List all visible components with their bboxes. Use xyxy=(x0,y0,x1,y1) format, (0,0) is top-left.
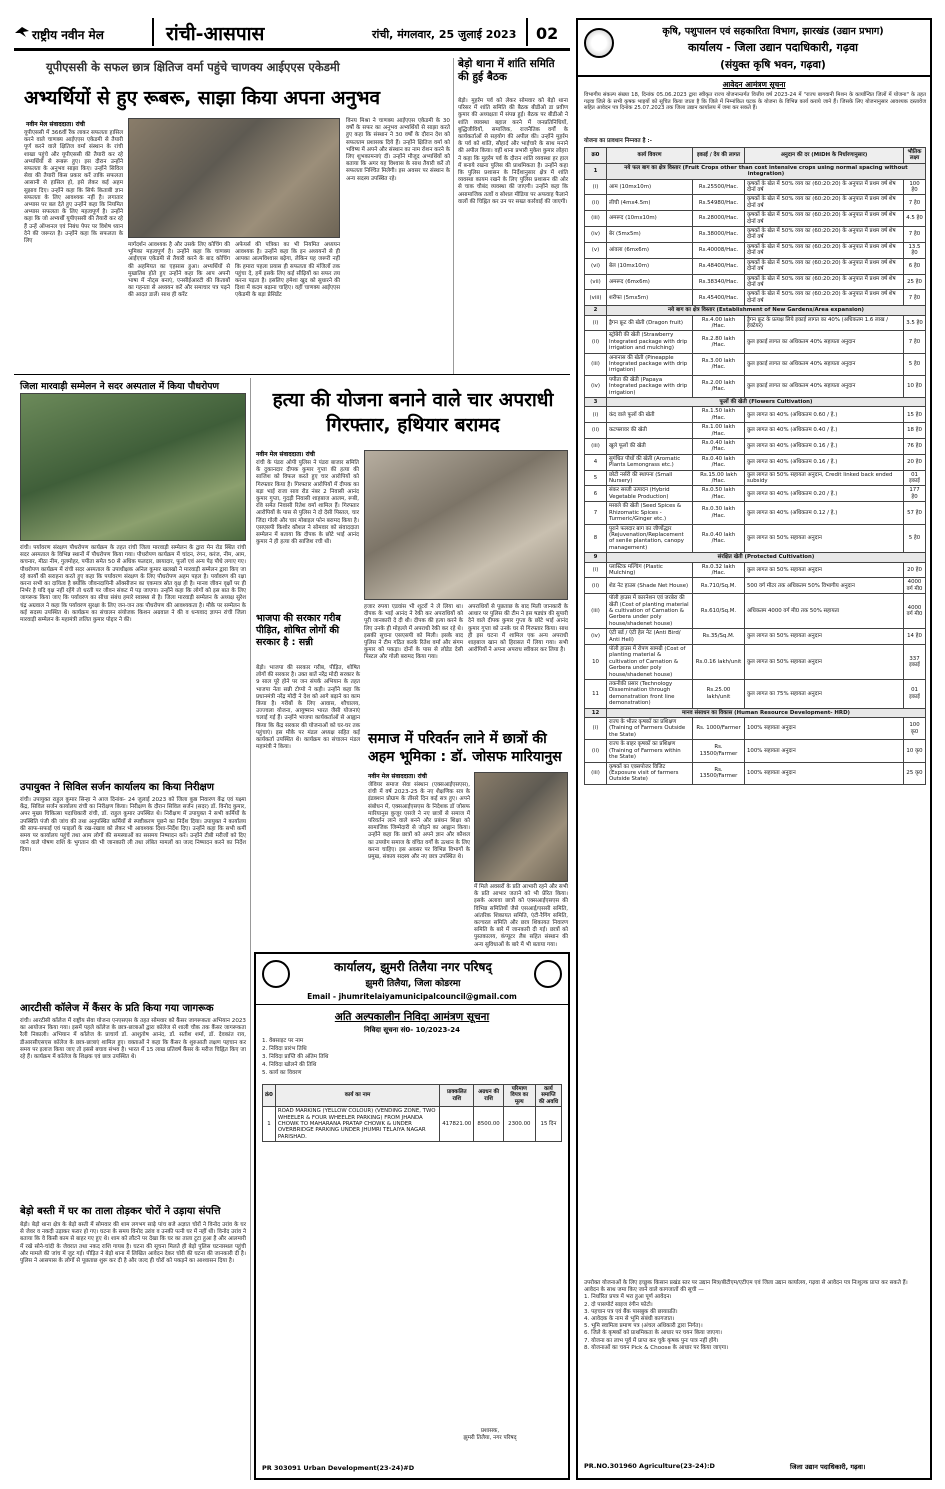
table-row xyxy=(263,1107,562,1142)
tender-lines xyxy=(262,1038,562,1078)
scheme-cell: 7 हे0 xyxy=(904,331,926,353)
scheme-cell: 25 हे0 xyxy=(904,274,926,290)
tender-line: 3. निविदा प्राप्ति की अंतिम तिथि xyxy=(262,1054,329,1060)
scheme-cell: 177 हे0 xyxy=(904,486,926,502)
scheme-cell: अमरूद (6mx6m) xyxy=(607,274,693,290)
scheme-cell: पुराने फलदार बाग का जीर्णोद्धार (Rejuvenation/Replacement of senile plantation, canopy management) xyxy=(607,524,693,553)
scheme-cell: (iv) xyxy=(585,629,607,645)
table-row xyxy=(585,645,926,680)
tender-col: कार्य समाप्ति की अवधि xyxy=(535,1085,561,1107)
scheme-cell: 6 xyxy=(585,486,607,502)
scheme-cell: Rs.45400/Hac. xyxy=(693,290,745,306)
tender-cell: 2300.00 xyxy=(503,1107,535,1142)
scheme-cell: 100% सहायता अनुदान xyxy=(745,762,904,784)
notice-footer-line: 8. योजनाओं का चयन Pick & Choose के आधार पर किया जाएगा। xyxy=(584,1344,729,1351)
scheme-cell: (ii) xyxy=(585,740,607,762)
scheme-cell: कृषकों के खेत में 50% व्यय का (60:20:20) के अनुपात में प्रथम वर्ष शेष दोनों वर्ष xyxy=(745,258,904,274)
scheme-cell: (vi) xyxy=(585,258,607,274)
scheme-cell: Rs.2.00 lakh /Hac. xyxy=(693,375,745,397)
scheme-cell: Rs.3.00 lakh /Hac. xyxy=(693,353,745,375)
table-row xyxy=(585,423,926,439)
story5-headline: आरटीसी कॉलेज में कैंसर के प्रति किया गया जागरूक xyxy=(20,1003,214,1014)
story9-headline: समाज में परिवर्तन लाने में छात्रों की अहम भूमिका : डॉ. जोसफ मारियानुस xyxy=(368,731,562,765)
scheme-cell: स्ट्रॉबेरी की खेती (Strawberry Integrated package with drip irrigation and mulching) xyxy=(607,331,693,353)
table-row xyxy=(585,439,926,455)
scheme-cell: Rs.28000/Hac. xyxy=(693,211,745,227)
table-row xyxy=(585,578,926,594)
table-row xyxy=(585,290,926,306)
story9-photo xyxy=(474,772,568,882)
scheme-cell: बेल (10mx10m) xyxy=(607,258,693,274)
table-row xyxy=(585,258,926,274)
scheme-cell: आम (10mx10m) xyxy=(607,179,693,195)
story7-col2: हजार रुपया एडवांस भी शूटरों ने ले लिया था। दीपक के भाई आनंद ने रेकी कर अपराधियों को पूरी जानकारी दे दी थी। दीपक की हत्या करने के लिए उनके ही मोहल्ले में अपराधी रेकी कर रहे थे। इसकी सूचना एसएसपी को मिली। इसके बाद पुलिस ने टीम गठित करके रितेश वर्मा और संगम कुमार को पकड़ा। दोनों के पास से लोडेड देसी पिस्टल और गोली बरामद किया गया। xyxy=(364,604,463,661)
story8-body: बेड़ो। भाजपा की सरकार गरीब, पीड़ित, शोषित लोगों की सरकार है। उक्त बातें नरेंद्र मोदी सरकार के 9 साल पूरे होने पर जन संपर्क अभियान के तहत भाजपा नेता सन्नी टोप्पो ने कही। उन्होंने कहा कि प्रधानमंत्री नरेंद्र मोदी ने देश को आगे बढ़ाने का काम किया है। गरीबों के लिए आवास, शौचालय, उज्ज्वला योजना, आयुष्मान भारत जैसी योजनाएं चलाई गई हैं। उन्होंने भाजपा कार्यकर्ताओं से आह्वान किया कि केंद्र सरकार की योजनाओं को घर-घर तक पहुंचाएं। इस मौके पर मंडल अध्यक्ष सहित कई कार्यकर्ता उपस्थित थे। कार्यक्रम का संचालन मंडल महामंत्री ने किया। xyxy=(256,665,360,751)
scheme-cell: खुले फूलों की खेती xyxy=(607,439,693,455)
story3-photo xyxy=(20,393,246,541)
scheme-cell: कुल लागत का 40% (अधिकतम 0.60 / हे.) xyxy=(745,407,904,423)
scheme-cell: कुल इकाई लागत का अधिकतम 40% सहायता अनुदान xyxy=(745,331,904,353)
table-row xyxy=(585,407,926,423)
tender-pr: PR 303091 Urban Development(23-24)#D xyxy=(262,1464,415,1472)
scheme-cell: Rs.38340/Hac. xyxy=(693,274,745,290)
notice-dept: कृषि, पशुपालन एवं सहकारिता विभाग, झारखंड (उद्यान प्रभाग) xyxy=(662,26,884,37)
notice-footer xyxy=(584,1280,926,1352)
scheme-section-no: 12 xyxy=(585,708,607,717)
scheme-cell: 13.5 हे0 xyxy=(904,242,926,258)
table-row xyxy=(585,211,926,227)
tender-line: 2. निविदा प्रारंभ तिथि xyxy=(262,1046,307,1052)
tender-notice-no: निविदा सूचना सं0- 10/2023-24 xyxy=(363,1026,461,1034)
scheme-cell: लीची (4mx4.5m) xyxy=(607,195,693,211)
scheme-cell: कृषकों के खेत में 50% व्यय का (60:20:20) के अनुपात में प्रथम वर्ष शेष दोनों वर्ष xyxy=(745,242,904,258)
scheme-cell: (v) xyxy=(585,242,607,258)
story7-headline: हत्या की योजना बनाने वाले चार अपराधी गिरफ्तार, हथियार बरामद xyxy=(272,389,554,436)
tender-line: 5. कार्य का विवरण xyxy=(262,1070,302,1076)
table-row xyxy=(585,353,926,375)
scheme-cell: कुल लागत का 50% सहायता अनुदान xyxy=(745,645,904,680)
notice-footer-line: 4. आवेदक के नाम से भूमि संबंधी कागजात। xyxy=(584,1316,675,1323)
scheme-cell: कृषकों के खेत में 50% व्यय का (60:20:20) के अनुपात में प्रथम वर्ष शेष दोनों वर्ष xyxy=(745,227,904,243)
story7-byline: नवीन मेल संवाददाता। रांची xyxy=(256,451,315,458)
tender-col: परिमाण विपत्र का मूल्य xyxy=(503,1085,535,1107)
scheme-cell: Rs.710/Sq.M. xyxy=(693,578,745,594)
tender-cell: ROAD MARKING (YELLOW COLOUR) (VENDING ZONE, TWO WHEELER & FOUR WHEELER PARKING) FROM JHANDA CHOWK TO MAHARANA PRATAP CHOWK & UNDER OVERBRIDGE PARKING UNDER JHUMRI TELAIYA NAGAR PARISHAD. xyxy=(275,1107,439,1142)
jharkhand-emblem-icon xyxy=(584,28,614,58)
scheme-cell: कुल लागत का 50% सहायता अनुदान xyxy=(745,524,904,553)
story1-kicker: यूपीएससी के सफल छात्र क्षितिज वर्मा पहुंचे चाणक्य आईएएस एकेडमी xyxy=(46,60,340,74)
section-title: रांची-आसपास xyxy=(166,23,265,45)
story1-photo xyxy=(128,118,340,238)
scheme-cell: कुल इकाई लागत का अधिकतम 40% सहायता अनुदान xyxy=(745,375,904,397)
scheme-cell: कुल लागत का 40% (अधिकतम 0.20 / हे.) xyxy=(745,486,904,502)
scheme-cell: (ii) xyxy=(585,578,607,594)
masthead xyxy=(14,18,570,48)
scheme-section-no: 3 xyxy=(585,398,607,407)
story9-continued xyxy=(368,845,470,946)
table-row xyxy=(585,524,926,553)
scheme-cell: 57 हे0 xyxy=(904,502,926,524)
notice-footer-line: 5. भूमि स्वामित्व प्रमाण पत्र (अंचल अधिकारी द्वारा निर्गत)। xyxy=(584,1323,703,1330)
story1-col4: विनय मिश्रा ने चाणक्य आईएएस एकेडमी के 30 वर्षों के सफर का अनुभव अभ्यर्थियों से साझा करते हुए कहा कि संस्थान ने 30 वर्षों के दौरान देश को सफलतम प्रशासक दिये हैं। उन्होंने क्षितिज वर्मा को भविष्य में अपने और संस्थान का नाम रोशन करने के लिए शुभकामनाएं दीं। उन्होंने मौजूद अभ्यर्थियों को बताया कि अगर यह विश्वास के साथ तैयारी करें तो सफलता निश्चित मिलेगी। इस अवसर पर संस्थान के अन्य सदस्य उपस्थित रहे। xyxy=(346,118,450,182)
scheme-cell: कुल इकाई लागत का अधिकतम 40% सहायता अनुदान xyxy=(745,353,904,375)
scheme-cell: 100 कृ0 xyxy=(904,718,926,740)
scheme-cell: (iii) xyxy=(585,439,607,455)
notice-footer-line: 7. योजना का लाभ पूर्व में प्राप्त कर चुके कृषक पुनः पात्र नहीं होंगे। xyxy=(584,1337,719,1344)
scheme-cell: कृषकों के खेत में 50% व्यय का (60:20:20) के अनुपात में प्रथम वर्ष शेष दोनों वर्ष xyxy=(745,274,904,290)
scheme-cell: (i) xyxy=(585,407,607,423)
scheme-cell: पॉली हाउस में कारनेशन एवं जरबेरा की खेती (Cost of planting material & cultivation of Carnation & Gerbera under poly house/shadenet house) xyxy=(607,594,693,629)
paper-name: राष्ट्रीय नवीन मेल xyxy=(32,28,104,42)
issue-date: रांची, मंगलवार, 25 जुलाई 2023 xyxy=(372,28,517,41)
scheme-cell: कृषकों के खेत में 50% व्यय का (60:20:20) के अनुपात में प्रथम वर्ष शेष दोनों वर्ष xyxy=(745,211,904,227)
notice-footer-line: 1. निर्धारित प्रपत्र में भरा हुआ पूर्ण आवेदन। xyxy=(584,1294,672,1301)
table-row xyxy=(585,454,926,470)
scheme-cell: प्लास्टिक मल्चिंग (Plastic Mulching) xyxy=(607,562,693,578)
scheme-cell: 4000 वर्ग मी0 xyxy=(904,594,926,629)
story5-body: रांची। आरटीसी कॉलेज में राष्ट्रीय सेवा योजना एनएसएस के तहत सोमवार को कैंसर जागरूकता अभियान 2023 का आयोजन किया गया। इसमें पहले कॉलेज के छात्र-छात्राओं द्वारा कॉलेज से शाली चौक तक कैंसर जागरूकता रैली निकाली। अभियान में कॉलेज के प्राचार्य डॉ. आशुतोष आनंद, डॉ. सतीश शर्मा, डॉ. देवकांत राय, डीआरसीएसएस कॉलेज के छात्र-छात्राएं शामिल हुए। वक्ताओं ने कहा कि कैंसर के शुरुआती लक्षण पहचान कर समय पर इलाज किया जाए तो इससे बचाव संभव है। भारत में 15 लाख प्रतिवर्ष कैंसर के मरीज चिह्नित किए जा रहे हैं। कार्यक्रम में कॉलेज के शिक्षक एवं छात्र उपस्थित थे। xyxy=(20,1018,246,1061)
scheme-cell: अधिकतम 4000 वर्ग मी0 तक 50% सहायता xyxy=(745,594,904,629)
story2-body: बेड़ो। मुहर्रम पर्व को लेकर सोमवार को बेड़ो थाना परिसर में शांति समिति की बैठक बीडीओ डा प्रवीण कुमार की अध्यक्षता में संपन्न हुई। बैठक पर बीडीओ ने शांति व्यवस्था बहाल करने में जनप्रतिनिधियों, बुद्धिजीवियों, समाजिक, राजनैतिक वर्गों के कार्यकर्ताओं से सहयोग की अपील की। उन्होंने मुहर्रम के पर्व को शांति, सौहार्द और भाईचारे के साथ मनाने की अपील किया। वहीं थाना प्रभारी मुकेश कुमार लोहरा ने कहा कि मुहर्रम पर्व के दौरान शांति व्यवस्था हर हाल में बनाये रखना पुलिस की प्राथमिकता है। उन्होंने कहा कि पुलिस प्रशासन के निर्देशानुसार क्षेत्र में शांति व्यवस्था कायम रखने के लिए पुलिस प्रशासन की ओर से चाक चौबंद व्यवस्था की जाएगी। उन्होंने कहा कि असामाजिक तत्वों व सोशल मीडिया पर अफवाह फैलाने वालों की चिह्नित कर उन पर सख्त कार्रवाई की जाएगी। xyxy=(458,98,568,205)
scheme-section-title: फूलों की खेती (Flowers Cultivation) xyxy=(607,398,926,407)
scheme-cell: राज्य के बाहर कृषकों का प्रशिक्षण (Training of Farmers within the State) xyxy=(607,740,693,762)
tender-cell: 1 xyxy=(263,1107,276,1142)
scheme-cell: 337 इकाई xyxy=(904,645,926,680)
scheme-section-no: 2 xyxy=(585,306,607,315)
scheme-cell: 7 हे0 xyxy=(904,227,926,243)
scheme-cell: ड्रैगन फ्रूट के प्रत्यक्ष लिये इकाई लागत का 40% (अधिकतम 1.6 लाख / हेक्टेयर) xyxy=(745,315,904,331)
notice-footer-line: 2. दो पासपोर्ट साइज रंगीन फोटो। xyxy=(584,1301,653,1308)
scheme-section-row xyxy=(585,398,926,407)
scheme-cell: कुल लागत का 40% (अधिकतम 0.40 / हे.) xyxy=(745,423,904,439)
scheme-cell: कृषकों का एक्सपोजर विजिट (Exposure visit of farmers Outside State) xyxy=(607,762,693,784)
story9-byline: नवीन मेल संवाददाता। रांची xyxy=(368,773,427,780)
story3-body: रांची। पर्यावरण संरक्षण पौधरोपण कार्यक्रम के तहत रांची जिला मारवाड़ी सम्मेलन के द्वारा मेन रोड स्थित रांची सदर अस्पताल के विभिन्न स्थानों में पौधरोपण किया गया। पौधरोपण कार्यक्रम में चांदन, रंगन, करंज, नीम, आम, कचनार, मीठा नीम, गुलमोहर, पपीता समेत 50 से अधिक फलदार, छायादार, फूलों एवं अन्य पेड़ पौधे लगाए गए। पौधरोपण कार्यक्रम में रांची सदर अस्पताल के उपाधीक्षक अनिल कुमार खलखो ने मारवाड़ी सम्मेलन द्वारा किए जा रहे कार्यों की सराहना करते हुए कहा कि पर्यावरण संरक्षण के लिए पौधरोपण अहम पहल है। पर्यावरण की रक्षा करना सभी का दायित्व है क्योंकि जीवनदायिनी ऑक्सीजन का एकमात्र स्रोत वृक्ष ही है। मानव जीवन वृक्षों पर ही निर्भर है यदि वृक्ष नहीं रहेंगे तो धरती पर जीवन संकट में पड़ जाएगा। उन्होंने कहा कि लोगों को इस बात के लिए जागरूक किया जाए कि पर्यावरण का सीधा संबंध हमारे स्वास्थ्य से है। जिला मारवाड़ी सम्मेलन के अध्यक्ष सुरेश चंद्र अग्रवाल ने कहा कि पर्यावरण सुरक्षा के लिए जन-जन तक पौधरोपण की आवश्यकता है। मौके पर सम्मेलन के कई सदस्य उपस्थित थे। कार्यक्रम का संचालन संयोजक किशन अग्रवाल ने की व धन्यवाद ज्ञापन रांची जिला मारवाड़ी सम्मेलन के महामंत्री ललित कुमार पोद्दार ने की। xyxy=(20,545,246,624)
tender-col: प्राक्कलित राशि xyxy=(440,1085,474,1107)
tender-col: क्रं0 xyxy=(263,1085,276,1107)
scheme-cell: Rs.0.50 lakh /Hac. xyxy=(693,486,745,502)
scheme-cell: 7 हे0 xyxy=(904,290,926,306)
scheme-cell: 20 हे0 xyxy=(904,562,926,578)
scheme-cell: 25 कृ0 xyxy=(904,762,926,784)
scheme-cell: (iii) xyxy=(585,594,607,629)
tender-col: अग्रधन की राशि xyxy=(474,1085,503,1107)
scheme-section-title: संरक्षित खेती (Protected Cultivation) xyxy=(607,553,926,562)
table-row xyxy=(585,680,926,709)
scheme-section-row xyxy=(585,163,926,179)
notice-footer-line: 3. पहचान पत्र एवं बैंक पासबुक की छायाप्रति। xyxy=(584,1308,678,1315)
scheme-col: इकाई / देय की लागत xyxy=(693,148,745,164)
notice-sub: (संयुक्त कृषि भवन, गढ़वा) xyxy=(720,59,826,71)
tender-email: Email - jhumritelaiyamunicipalcouncil@gmail.com xyxy=(307,992,517,1001)
tender-line: 1. वेबसाइट पर नाम xyxy=(262,1038,304,1044)
story7-photo xyxy=(364,450,568,600)
scheme-cell: कुल लागत का 75% सहायता अनुदान xyxy=(745,680,904,709)
scheme-cell: शरीफा (5mx5m) xyxy=(607,290,693,306)
scheme-cell: संकर सब्जी उत्पादन (Hybrid Vegetable Production) xyxy=(607,486,693,502)
tender-table xyxy=(262,1084,562,1142)
table-row xyxy=(585,762,926,784)
scheme-cell: (iii) xyxy=(585,762,607,784)
tender-office: कार्यालय, झुमरी तिलैया नगर परिषद् xyxy=(334,960,492,974)
scheme-cell: कुल लागत का 50% सहायता अनुदान, Credit linked back ended subsidy xyxy=(745,470,904,486)
table-row xyxy=(585,274,926,290)
notice-footer-line: 6. जिले के कृषकों को प्राथमिकता के आधार पर चयन किया जाएगा। xyxy=(584,1330,722,1337)
scheme-cell: (i) xyxy=(585,315,607,331)
scheme-cell: एंटी बर्ड / एंटी हेल नेट (Anti Bird/ Anti Hell) xyxy=(607,629,693,645)
tender-cell: 8500.00 xyxy=(474,1107,503,1142)
scheme-section-no: 9 xyxy=(585,553,607,562)
scheme-col: कार्य विवरण xyxy=(607,148,693,164)
scheme-cell: (i) xyxy=(585,718,607,740)
scheme-cell: कुल लागत का 40% (अधिकतम 0.16 / हे.) xyxy=(745,454,904,470)
table-row xyxy=(585,375,926,397)
scheme-table xyxy=(584,147,926,785)
scheme-cell: Rs.25500/Hac. xyxy=(693,179,745,195)
tender-place: झुमरी तिलैया, जिला कोडरमा xyxy=(365,979,461,989)
scheme-cell: कंद वाले फूलों की खेती xyxy=(607,407,693,423)
scheme-cell: 4.5 हे0 xyxy=(904,211,926,227)
scheme-cell: 76 हे0 xyxy=(904,439,926,455)
tender-title: अति अल्पकालीन निविदा आमंत्रण सूचना xyxy=(334,1011,490,1023)
scheme-cell: (iii) xyxy=(585,211,607,227)
story8-headline: भाजपा की सरकार गरीब पीड़ित, शोषित लोगों की सरकार है : सन्नी xyxy=(256,613,341,648)
scheme-cell: 8 xyxy=(585,524,607,553)
story9-body: जेवियर समाज सेवा संस्थान (एक्सआईएसएस), रांची में वर्ष 2023-25 के नए शैक्षणिक सत्र के इंडक्शन प्रोग्राम के तीसरे दिन कई सत्र हुए। अपने संबोधन में, एक्सआईएसएस के निदेशक डॉ जोसफ मारियानुस कुजूर एसजे ने नए छात्रों से समाज में परिवर्तन लाने वाले बनने और प्रबंधन शिक्षा को सामाजिक जिम्मेदारी से जोड़ने का आह्वान किया। उन्होंने कहा कि छात्रों को अपने ज्ञान और कौशल का उपयोग समाज के वंचित वर्गों के उत्थान के लिए करना चाहिए। इस अवसर पर विभिन्न विभागों के प्रमुख, संकाय सदस्य और नए छात्र उपस्थित थे। xyxy=(368,782,470,861)
table-row xyxy=(585,470,926,486)
table-row xyxy=(585,594,926,629)
tender-cell: 15 दिन xyxy=(535,1107,561,1142)
scheme-cell: अनानास की खेती (Pineapple Integrated package with drip irrigation) xyxy=(607,353,693,375)
scheme-cell: Rs.38000/Hac. xyxy=(693,227,745,243)
scheme-cell: Rs.40008/Hac. xyxy=(693,242,745,258)
scheme-cell: 10 कृ0 xyxy=(904,740,926,762)
scheme-cell: Rs.2.80 lakh /Hac. xyxy=(693,331,745,353)
table-row xyxy=(585,486,926,502)
scheme-cell: पपीता की खेती (Papaya Integrated package with drip irrigation) xyxy=(607,375,693,397)
scheme-cell: Rs.15.00 lakh /Hac. xyxy=(693,470,745,486)
story1-col2: मार्गदर्शन आवश्यक है और उसके लिए कोचिंग की भूमिका महत्वपूर्ण है। उन्होंने कहा कि चाणक्य आईएएस एकेडमी से तैयारी करने के बाद कोचिंग की अहमियत का एहसास हुआ। अभ्यर्थियों से मुखातिब होते हुए उन्होंने कहा कि आप अपनी भाषा में नोट्स बनाएं, एनसीईआरटी की किताबों का गहनता से अध्ययन करें और समाचार पत्र पढ़ने की आदत डालें। साथ ही करेंट xyxy=(128,242,230,299)
scheme-cell: Rs.0.40 lakh /Hac. xyxy=(693,524,745,553)
scheme-cell: ड्रैगन फ्रूट की खेती (Dragon fruit) xyxy=(607,315,693,331)
scheme-cell: 01 इकाई xyxy=(904,680,926,709)
table-row xyxy=(585,242,926,258)
scheme-cell: Rs. 13500/Farmer xyxy=(693,740,745,762)
scheme-cell: 7 हे0 xyxy=(904,195,926,211)
scheme-section-title: मानव संसाधन का विकास (Human Resource Development- HRD) xyxy=(607,708,926,717)
scheme-cell: 15 हे0 xyxy=(904,407,926,423)
notice-pr: PR.NO.301960 Agriculture(23-24):D xyxy=(584,1462,715,1470)
story2-headline: बेड़ो थाना में शांति समिति की हुई बैठक xyxy=(458,58,555,83)
scheme-cell: Rs. 13500/Farmer xyxy=(693,762,745,784)
scheme-cell: 3.5 हे0 xyxy=(904,315,926,331)
emblem-icon xyxy=(534,960,562,988)
scheme-cell: 20 हे0 xyxy=(904,454,926,470)
scheme-cell: कुल लागत का 40% (अधिकतम 0.12 / हे.) xyxy=(745,502,904,524)
notice-sub2: योजना का प्रावधान निम्नवत है :- xyxy=(584,138,652,144)
scheme-cell: 100 हे0 xyxy=(904,179,926,195)
scheme-cell: 100% सहायता अनुदान xyxy=(745,740,904,762)
table-row xyxy=(585,629,926,645)
scheme-cell: 10 हे0 xyxy=(904,375,926,397)
scheme-section-row xyxy=(585,553,926,562)
scheme-cell: 5 हे0 xyxy=(904,524,926,553)
notice-signer: जिला उद्यान पदाधिकारी, गढ़वा। xyxy=(790,1463,866,1471)
scheme-cell: Rs.35/Sq.M. xyxy=(693,629,745,645)
story4-headline: उपायुक्त ने सिविल सर्जन कार्यालय का किया निरीक्षण xyxy=(20,782,214,793)
scheme-cell: 7 xyxy=(585,502,607,524)
scheme-cell: (iv) xyxy=(585,227,607,243)
scheme-cell: (ii) xyxy=(585,331,607,353)
scheme-cell: (i) xyxy=(585,562,607,578)
scheme-cell: तकनीकी प्रसार (Technology Dissemination through demonstration front line demonstration) xyxy=(607,680,693,709)
scheme-col: क्र0 xyxy=(585,148,607,164)
story7-col3: अपराधियों से पूछताछ के बाद मिली जानकारी के आधार पर पुलिस की टीम ने इस षड्यंत्र की सुपारी देने वाले दीपक कुमार गुप्ता के छोटे भाई आनंद कुमार गुप्ता को उनके घर से गिरफ्तार किया। साथ ही इस घटना में शामिल एक अन्य अपराधी शाहबाज खान को हिरासत में लिया गया। सभी आरोपियों ने अपना अपराध स्वीकार कर लिया है। xyxy=(468,604,568,654)
scheme-cell: 100% सहायता अनुदान xyxy=(745,718,904,740)
scheme-cell: कृषकों के खेत में 50% व्यय का (60:20:20) के अनुपात में प्रथम वर्ष शेष दोनों वर्ष xyxy=(745,195,904,211)
scheme-cell: मसाले की खेती (Seed Spices & Rhizomatic Spices - Turmeric/Ginger etc.) xyxy=(607,502,693,524)
story1-col3: अफेयर्स की पत्रिका का भी नियमित अध्ययन आवश्यक है। उन्होंने कहा कि इन अध्ययनों से ही आपका आत्मविश्वास बढ़ेगा, लेकिन यह जरूरी नहीं कि हमारा पहला प्रयास ही सफलता की मंजिलों तक पहुंचा दे, हमें इसके लिए कई सीढ़ियों का सफर तय करना पड़ता है। इसलिए हमेशा खुद को सुधारने की दिशा में कदम बढ़ाना चाहिए। वहीं चाणक्य आईएएस एकेडमी के बड़ा प्रेसिडेंट xyxy=(235,242,340,299)
scheme-cell: Rs.1.50 lakh /Hac. xyxy=(693,407,745,423)
notice-footer-line: आवेदन के साथ जमा किए जाने वाले कागजातों की सूची — xyxy=(584,1287,704,1294)
scheme-cell: सुगंधित पौधों की खेती (Aromatic Plants Lemongrass etc.) xyxy=(607,454,693,470)
notice-title: आवेदन आमंत्रण सूचना xyxy=(722,80,786,89)
scheme-cell: Rs.48400/Hac. xyxy=(693,258,745,274)
scheme-cell: Rs.0.40 lakh /Hac. xyxy=(693,439,745,455)
scheme-cell: कुल लागत का 40% (अधिकतम 0.16 / हे.) xyxy=(745,439,904,455)
table-row xyxy=(585,502,926,524)
scheme-cell: छोटी नर्सरी की स्थापना (Small Nursery) xyxy=(607,470,693,486)
page-number: 02 xyxy=(536,24,559,43)
scheme-cell: 18 हे0 xyxy=(904,423,926,439)
tender-signoff: प्रशासक, झुमरी तिलैया, नगर परिषद् xyxy=(463,1428,517,1442)
scheme-section-title: नये बाग का क्षेत्र विस्तार (Establishment of New Gardens/Area expansion) xyxy=(607,306,926,315)
scheme-cell: कटफ्लावर की खेती xyxy=(607,423,693,439)
story7-col1: रांची के पंडरा ओपी पुलिस ने पंडरा बाजार समिति के दुकानदार दीपक कुमार गुप्ता की हत्या की साजिश को विफल करते हुए चार आरोपियों को गिरफ्तार किया है। गिरफ्तार आरोपियों में दीपक का बड़ा भाई राजा साव रोड नंबर 2 निवासी आनंद कुमार गुप्ता, गुदड़ी निवासी शाहबाज आलम, रूबी, रवि समेत निवासी रितेश वर्मा शामिल हैं। गिरफ्तार आरोपियों के पास से पुलिस ने दो देसी पिस्तल, चार जिंदा गोली और चार मोबाइल फोन बरामद किया है। एसएसपी किशोर कौशल ने सोमवार को संवाददाता सम्मेलन में बताया कि दीपक के छोटे भाई आनंद कुमार ने ही हत्या की साजिश रची थी। xyxy=(256,460,359,546)
bird-logo-icon xyxy=(14,24,30,38)
scheme-cell: Rs.610/Sq.M. xyxy=(693,594,745,629)
table-row xyxy=(585,179,926,195)
table-row xyxy=(585,315,926,331)
scheme-cell: 5 xyxy=(585,470,607,486)
scheme-cell: 6 हे0 xyxy=(904,258,926,274)
table-row xyxy=(585,195,926,211)
scheme-cell: 4 xyxy=(585,454,607,470)
story4-body: रांची। उपायुक्त राहुल कुमार सिन्हा ने आज दिनांक- 24 जुलाई 2023 को जिला कुष्ठ निवारण केंद्र एवं यक्ष्मा केंद्र, सिविल सर्जन कार्यालय रांची का निरीक्षण किया। निरीक्षण के दौरान सिविल सर्जन (सदर) डॉ. विनोद कुमार, अपर मुख्य चिकित्सा पदाधिकारी रांची, डॉ. राहुल कुमार उपस्थित थे। निरीक्षण में उपायुक्त ने सभी कर्मियों के उपस्थिति पंजी की जांच की तथा अनुपस्थित कर्मियों से स्पष्टीकरण पूछने का निर्देश दिया। उपायुक्त ने कार्यालय की साफ-सफाई एवं फाइलों के रख-रखाव को लेकर भी आवश्यक दिशा-निर्देश दिए। उन्होंने कहा कि सभी कर्मी समय पर कार्यालय पहुंचें तथा आम लोगों की समस्याओं का ससमय निष्पादन करें। उन्होंने टीबी मरीजों को दिए जाने वाले पोषण राशि के भुगतान की भी जानकारी ली तथा लंबित मामलों का जल्द निष्पादन करने का निर्देश दिया। xyxy=(20,797,246,854)
scheme-cell: अमरूद (10mx10m) xyxy=(607,211,693,227)
table-row xyxy=(585,227,926,243)
scheme-cell: राज्य के भीतर कृषकों का प्रशिक्षण (Training of Farmers Outside the State) xyxy=(607,718,693,740)
scheme-cell: (iv) xyxy=(585,375,607,397)
notice-office: कार्यालय - जिला उद्यान पदाधिकारी, गढ़वा xyxy=(687,41,859,54)
scheme-cell: (viii) xyxy=(585,290,607,306)
scheme-cell: आंवला (6mx6m) xyxy=(607,242,693,258)
scheme-cell: शेड नेट हाउस (Shade Net House) xyxy=(607,578,693,594)
scheme-cell: कुल लागत का 50% सहायता अनुदान xyxy=(745,562,904,578)
tender-line: 4. निविदा खोलने की तिथि xyxy=(262,1062,317,1068)
scheme-cell: Rs.0.30 lakh /Hac. xyxy=(693,502,745,524)
tender-cell: 417821.00 xyxy=(440,1107,474,1142)
scheme-cell: 4000 वर्ग मी0 xyxy=(904,578,926,594)
scheme-cell: 14 हे0 xyxy=(904,629,926,645)
tender-col: कार्य का नाम xyxy=(275,1085,439,1107)
story3-headline: जिला मारवाड़ी सम्मेलन ने सदर अस्पताल में किया पौधरोपण xyxy=(20,381,220,392)
story9-body2: में मिले अवसरों के प्रति आभारी रहने और सभी के प्रति आभार जताने को भी प्रेरित किया। इसके अलावा छात्रों को एक्सआईएसएस की विभिन्न समितियों जैसे एसआई/एससी समिति, आंतरिक शिकायत समिति, एंटी-रैगिंग समिति, कल्चरल समिति और छात्र शिकायत निवारण समिति के बारे में जानकारी दी गई। छात्रों को पुस्तकालय, कंप्यूटर लैब सहित संस्थान की अन्य सुविधाओं के बारे में भी बताया गया। xyxy=(474,884,568,948)
scheme-cell: 10 xyxy=(585,645,607,680)
notice-intro: विभागीय संकल्प संख्या 18, दिनांक 05.06.2023 द्वारा स्वीकृत राज्य योजनान्तर्गत वित्तीय वर्ष 2023-24 में "राज्य बागवानी मिशन के कार्यान्वित जिलों में योजना" के तहत गढ़वा जिले के सभी कृषक भाइयों को सूचित किया जाता है कि जिले में निम्नांकित घटक के योजना के विभिन्न कार्य कराये जाने हैं। जिसके लिए योजनानुसार आवश्यक दस्तावेज सहित आवेदन पत्र दिनांक 25.07.2023 तक जिला उद्यान कार्यालय में जमा कर सकते हैं। xyxy=(584,92,926,112)
scheme-cell: 01 इकाई xyxy=(904,470,926,486)
scheme-cell: (ii) xyxy=(585,423,607,439)
scheme-section-no: 1 xyxy=(585,163,607,179)
story6-headline: बेड़ो बस्ती में घर का ताला तोड़कर चोरों ने उड़ाया संपत्ति xyxy=(20,1206,221,1217)
scheme-cell: Rs. 1000/Farmer xyxy=(693,718,745,740)
scheme-cell: कुल लागत का 50% सहायता अनुदान xyxy=(745,629,904,645)
scheme-section-row xyxy=(585,708,926,717)
scheme-cell: Rs.0.16 lakh/unit xyxy=(693,645,745,680)
scheme-section-row xyxy=(585,306,926,315)
scheme-cell: Rs.1.00 lakh /Hac. xyxy=(693,423,745,439)
scheme-cell: Rs.25.00 lakh/unit xyxy=(693,680,745,709)
scheme-cell: (vii) xyxy=(585,274,607,290)
story1-byline: नवीन मेल संवाददाता। रांची xyxy=(26,121,85,128)
emblem-icon xyxy=(262,960,290,988)
scheme-cell: 500 वर्ग मीटर तक अधिकतम 50% विभागीय अनुदान xyxy=(745,578,904,594)
scheme-cell: 5 हे0 xyxy=(904,353,926,375)
scheme-cell: Rs.0.40 lakh /Hac. xyxy=(693,454,745,470)
scheme-cell: (i) xyxy=(585,179,607,195)
story8-continued xyxy=(256,838,360,948)
story6-body: बेड़ो। बेड़ो थाना क्षेत्र के बेड़ो बस्ती में सोमवार की शाम लगभग साढ़े पांच बजे अज्ञात चोरों ने विनोद उरांव के घर से जेवर व नकदी उड़ाकर फरार हो गए। घटना के समय विनोद उरांव व उनकी पत्नी घर में नहीं थी। विनोद उरांव ने बताया कि वे किसी काम से बाहर गए हुए थे। शाम को लौटने पर देखा कि घर का ताला टूटा हुआ है और आलमारी में रखे सोने-चांदी के जेवरात तथा नकद राशि गायब है। घटना की सूचना मिलते ही बेड़ो पुलिस घटनास्थल पहुंची और मामले की जांच में जुट गई। पीड़ित ने बेड़ो थाना में लिखित आवेदन देकर चोरी की घटना की जानकारी दी है। पुलिस ने आसपास के लोगों से पूछताछ शुरू कर दी है और जल्द ही चोरों को पकड़ने का आश्वासन दिया है। xyxy=(20,1222,246,1265)
table-row xyxy=(585,718,926,740)
scheme-col: अनुदान की दर (MIDH के निर्धारणानुसार) xyxy=(745,148,904,164)
scheme-cell: पॉली हाउस में रोपण सामग्री (Cost of planting material & cultivation of Carnation & Gerbera under poly house/shadenet house) xyxy=(607,645,693,680)
scheme-cell: Rs.4.00 lakh /Hac. xyxy=(693,315,745,331)
scheme-cell: 11 xyxy=(585,680,607,709)
scheme-cell: Rs.54980/Hac. xyxy=(693,195,745,211)
scheme-cell: बेर (5mx5m) xyxy=(607,227,693,243)
scheme-cell: कृषकों के खेत में 50% व्यय का (60:20:20) के अनुपात में प्रथम वर्ष शेष दोनों वर्ष xyxy=(745,179,904,195)
notice-footer-line: उपरोक्त योजनाओं के लिए इच्छुक किसान प्रखंड स्तर पर उद्यान मित्र/बीटीएम/एटीएम एवं जिला उद्यान कार्यालय, गढ़वा से आवेदन पत्र निःशुल्क प्राप्त कर सकते हैं। xyxy=(584,1280,908,1286)
scheme-section-title: नये फल बाग का क्षेत्र विस्तार (Fruit Crops other than cost intensive crops using normal spacing without integration) xyxy=(607,163,926,179)
table-row xyxy=(585,740,926,762)
story1-col1: यूपीएससी में 366वीं रैंक लाकर सफलता हासिल करने वाले चाणक्य आईएएस एकेडमी से तैयारी पूर्ण करने वाले क्षितिज वर्मा संस्थान के रांची शाखा पहुंचे और यूपीएससी की तैयारी कर रहे अभ्यर्थियों से रूबरू हुए। इस दौरान उन्होंने सफलता के अनुभव साझा किए। उन्होंने सिविल सेवा की तैयारी किस प्रकार करें ताकि सफलता आसानी से हासिल हो, इसे लेकर कई अहम सुझाव दिए। उन्होंने कहा कि सिर्फ किताबी ज्ञान सफलता के लिए आवश्यक नहीं है। लगातार अभ्यास पर बल देते हुए उन्होंने कहा कि नियमित अभ्यास सफलता के लिए महत्वपूर्ण है। उन्होंने कहा कि जो अभ्यर्थी यूपीएससी की तैयारी कर रहे हैं उन्हें ऑप्शनल एवं निबंध पेपर पर विशेष ध्यान देने की जरूरत है। उन्होंने कहा कि सफलता के लिए xyxy=(24,130,123,245)
table-row xyxy=(585,331,926,353)
scheme-cell: (iii) xyxy=(585,353,607,375)
scheme-cell: कृषकों के खेत में 50% व्यय का (60:20:20) के अनुपात में प्रथम वर्ष शेष दोनों वर्ष xyxy=(745,290,904,306)
scheme-cell: Rs.0.32 lakh /Hac. xyxy=(693,562,745,578)
table-row xyxy=(585,562,926,578)
story1-headline: अभ्यर्थियों से हुए रूबरू, साझा किया अपना अनुभव xyxy=(24,87,381,109)
scheme-cell: (ii) xyxy=(585,195,607,211)
scheme-col: भौतिक लक्ष्य xyxy=(904,148,926,164)
